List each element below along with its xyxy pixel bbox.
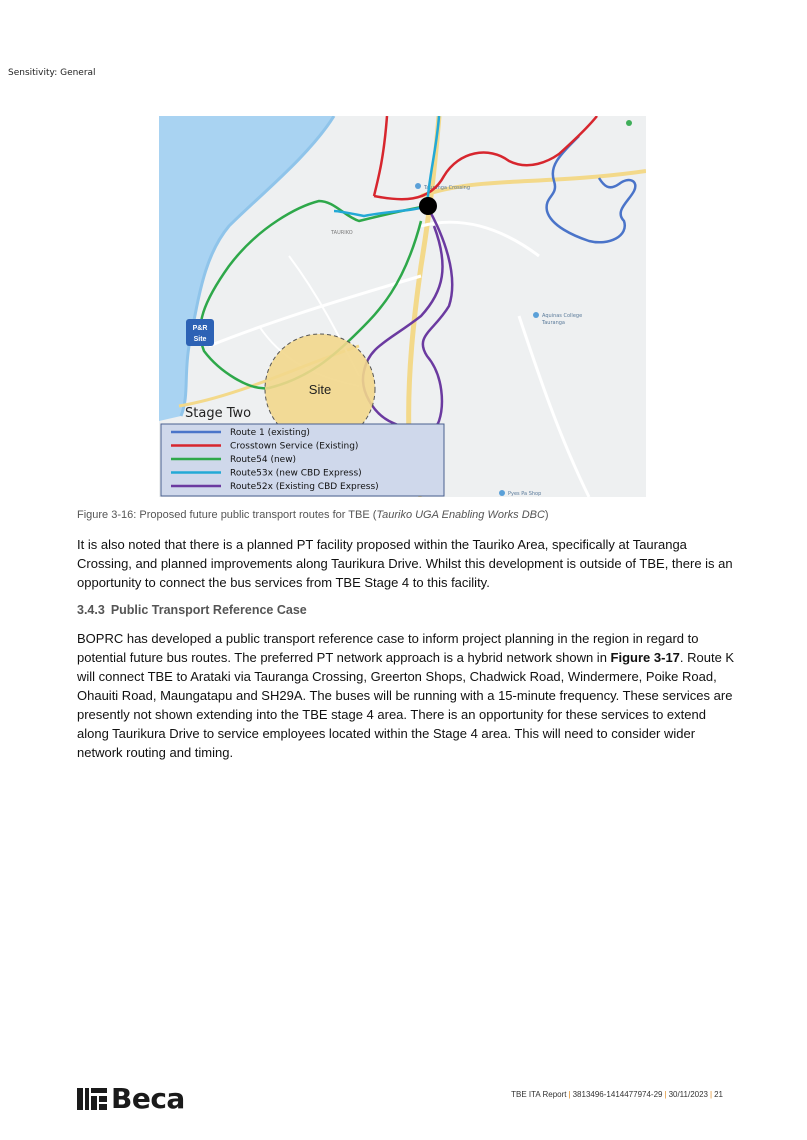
college-label-2: Tauranga: [542, 320, 565, 326]
footer-sep: |: [568, 1090, 571, 1099]
beca-logo-mark-icon: [77, 1088, 107, 1110]
paragraph2-part-a: BOPRC has developed a public transport reference case to inform project planning in the region in regard to potential future bus routes. The preferred PT network approach is a hybrid network shown in: [77, 631, 699, 665]
stage-label: Stage Two: [185, 406, 252, 421]
footer-doc-id: 3813496-1414477974-29: [572, 1090, 663, 1099]
caption-source: Tauriko UGA Enabling Works DBC: [376, 509, 545, 521]
crossing-label: Tauranga Crossing: [424, 185, 471, 191]
park-ride-label-2: Site: [193, 336, 207, 343]
footer-sep: |: [664, 1090, 667, 1099]
footer-sep: |: [710, 1090, 713, 1099]
section-number: 3.4.3: [77, 603, 105, 617]
park-marker: [626, 120, 632, 126]
caption-main: Figure 3-16: Proposed future public transport routes for TBE (: [77, 509, 377, 521]
legend-label: Crosstown Service (Existing): [230, 441, 359, 452]
beca-logo: [77, 1082, 185, 1115]
paragraph-pt-facility: It is also noted that there is a planned PT facility proposed within the Tauriko Area, specifically at Tauranga Crossing, and planned improvements along Taurikura Drive. Whilst this development is outside of TBE, there is an opportunity to connect the bus services from TBE Stage 4 to this facility.: [77, 537, 733, 590]
caption-end: ): [544, 509, 549, 521]
tauriko-label: TAURIKO: [331, 230, 353, 236]
legend-label: Route52x (Existing CBD Express): [230, 482, 379, 492]
section-heading: [77, 603, 307, 617]
figure-reference: Figure 3-17: [610, 650, 680, 665]
section-title: Public Transport Reference Case: [110, 603, 307, 617]
beca-logo-text: Beca: [111, 1082, 185, 1115]
figure-caption: [77, 509, 549, 521]
legend-label: Route54 (new): [230, 455, 297, 465]
paragraph2-part-b: . Route K will connect TBE to Arataki via Tauranga Crossing, Greerton Shops, Chadwick Road, Windermere, Poike Road, Ohauiti Road, Maungatapu and SH29A. The buses will be running with a 15-minute frequency. These services are presently not shown extending into the TBE stage 4 area. There is an opportunity for these services to extend along Taurikura Drive to service employees located within the Stage 4 area. This will need to consider wider network routing and timing.: [77, 650, 735, 760]
pyes-pa-marker: [499, 490, 505, 496]
footer-page-number: 21: [714, 1090, 723, 1099]
park-ride-label-1: P&R: [192, 325, 208, 332]
college-label-1: Aquinas College: [542, 313, 583, 319]
college-marker: [533, 312, 539, 318]
legend-label: Route53x (new CBD Express): [230, 468, 362, 479]
site-label: Site: [308, 382, 332, 397]
sensitivity-label: Sensitivity: General: [8, 68, 96, 78]
pyes-pa-label: Pyes Pa Shop: [508, 491, 542, 497]
footer-date: 30/11/2023: [668, 1090, 709, 1099]
legend-label: Route 1 (existing): [230, 428, 310, 438]
footer-report: TBE ITA Report: [511, 1090, 567, 1099]
route-map: [159, 116, 646, 497]
crossing-marker: [415, 183, 421, 189]
route-map-figure: [159, 116, 646, 497]
page-footer: [511, 1090, 723, 1099]
hub-dot: [419, 197, 437, 215]
paragraph-reference-case: [77, 629, 737, 762]
